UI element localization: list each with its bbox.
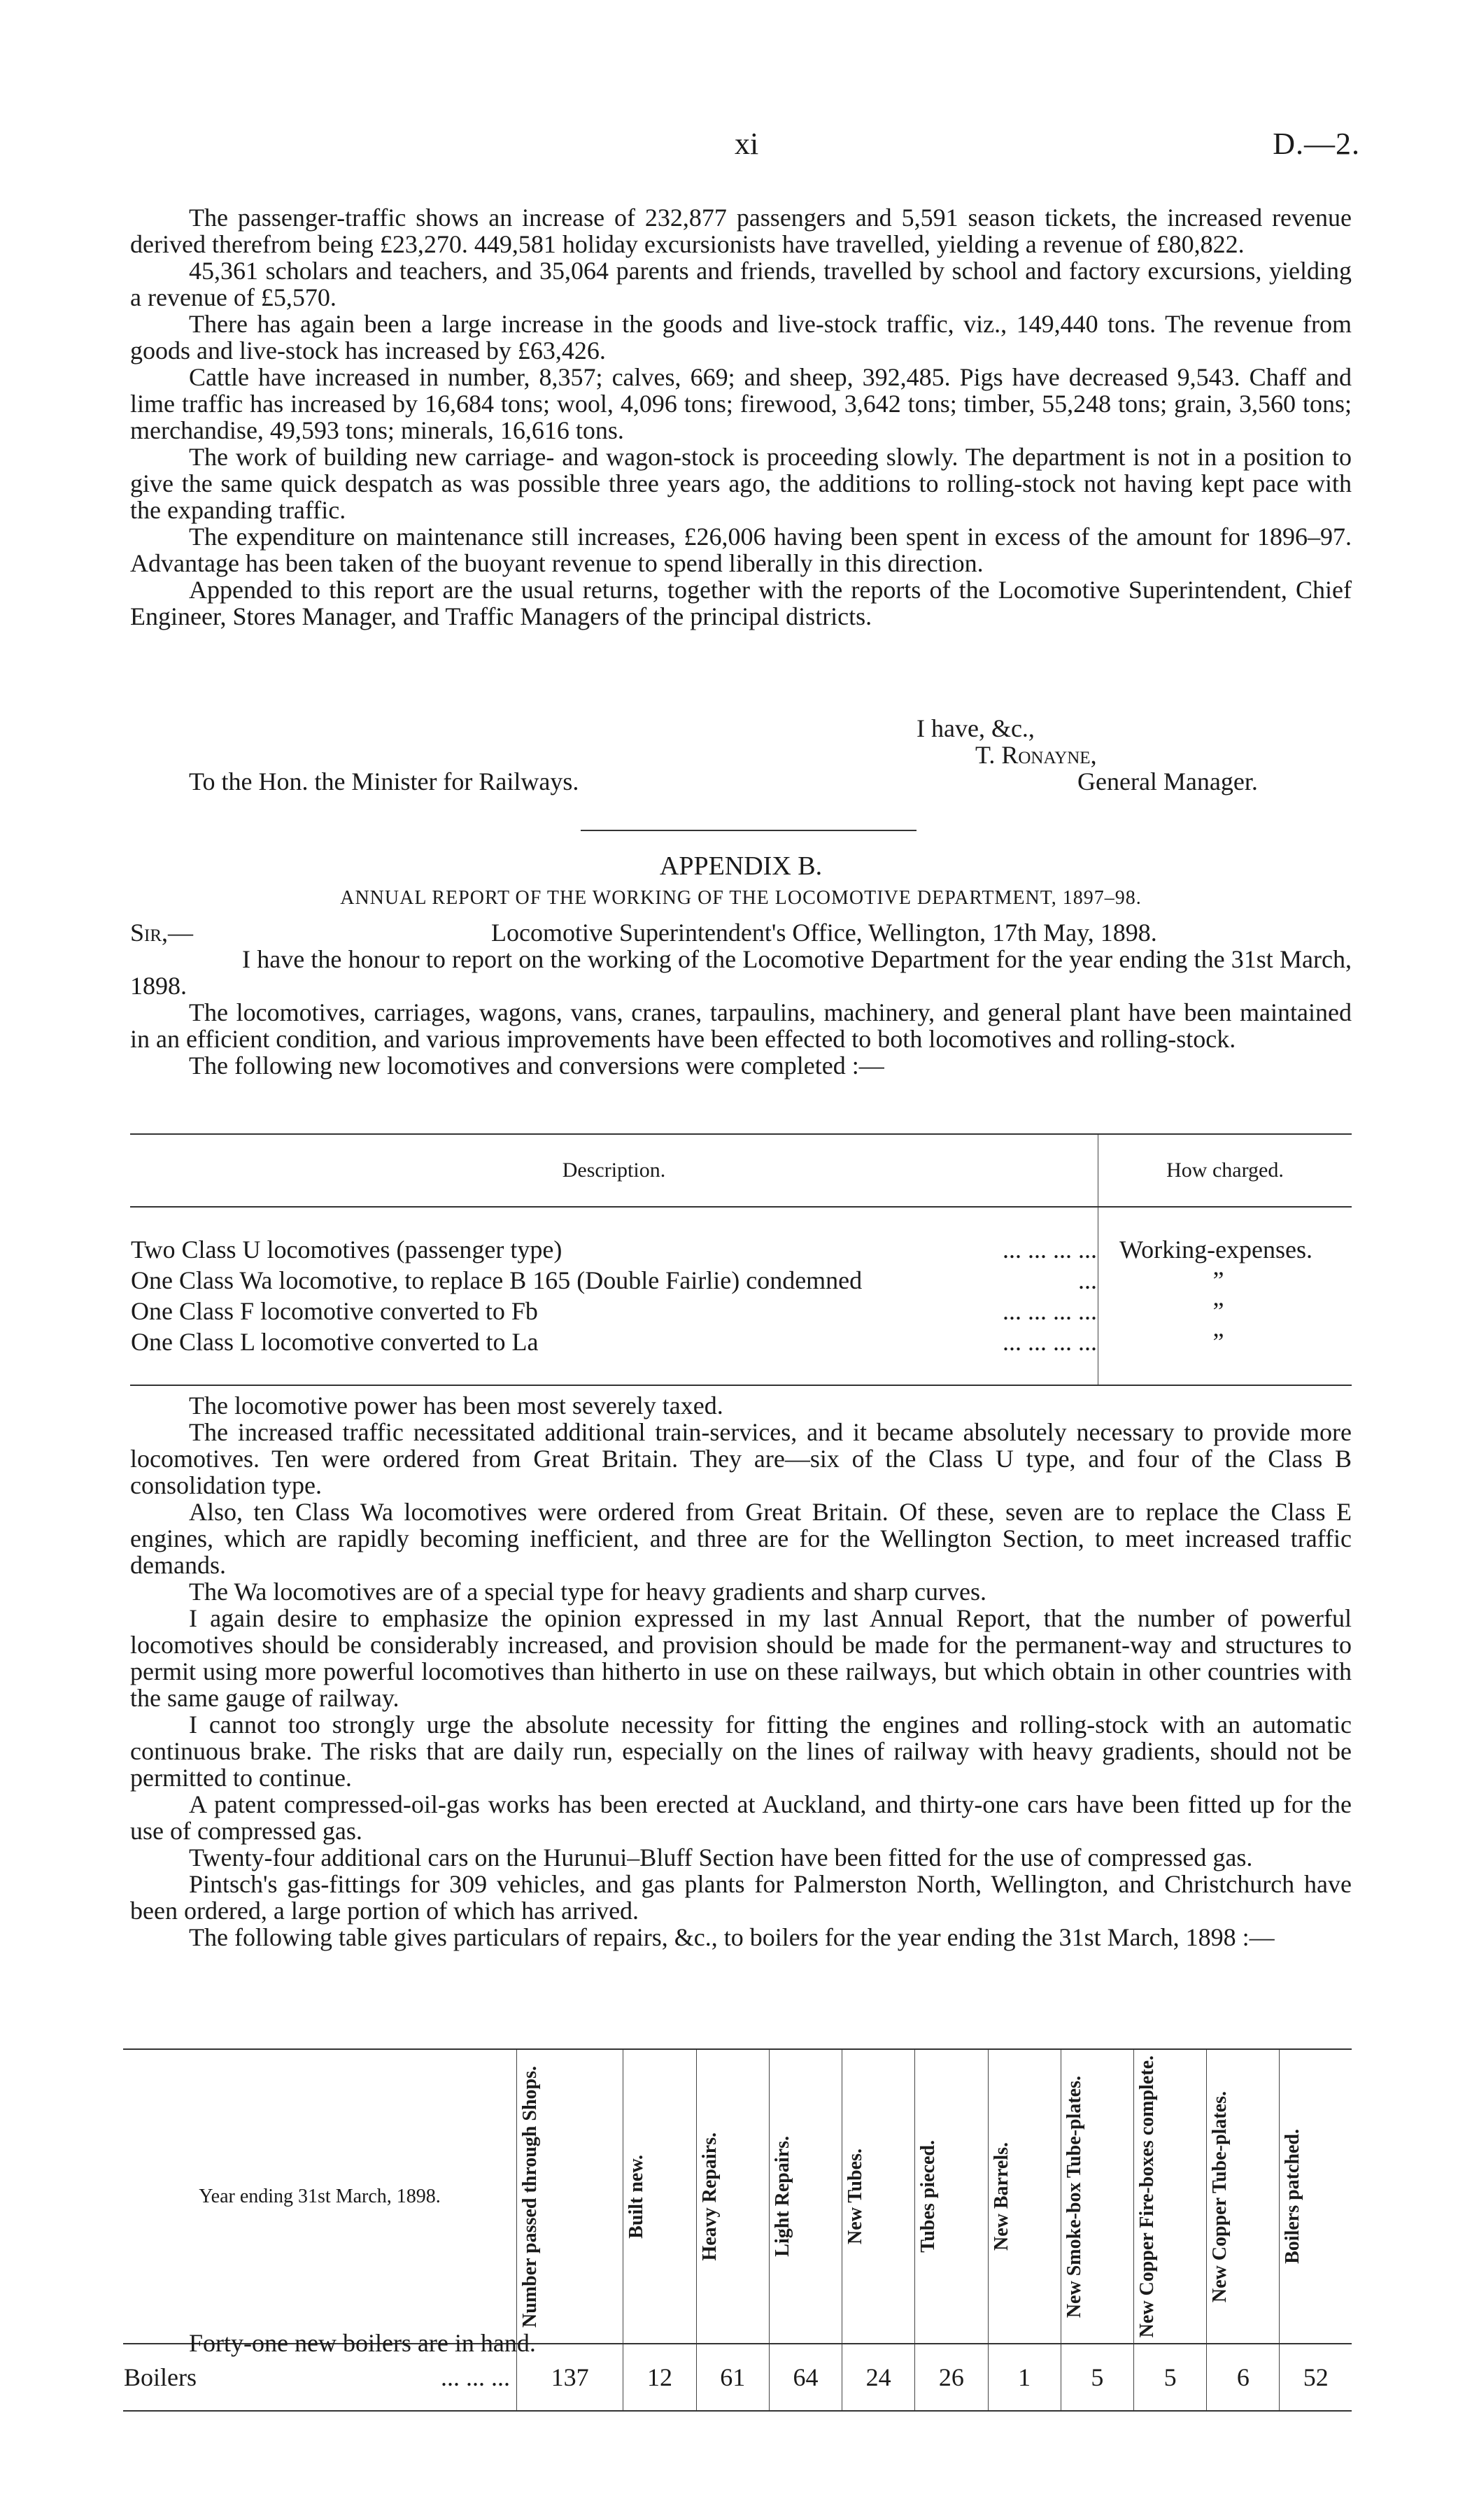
column-header-how-charged: How charged. <box>1166 1159 1284 1182</box>
signatory-name: T. Ronayne, <box>975 741 1097 769</box>
table-row <box>130 1265 1352 1296</box>
cell-smoke-box-tube-plates: 5 <box>1061 2344 1133 2411</box>
page-header <box>126 126 1360 175</box>
locomotive-report-body <box>130 1392 1352 1951</box>
row-label-boilers: Boilers <box>124 2363 197 2392</box>
addressee: To the Hon. the Minister for Railways. <box>189 767 579 795</box>
row-how-charged: ” <box>1212 1266 1224 1294</box>
locomotives-table <box>130 1133 1352 1387</box>
column-header-copper-tube-plates: New Copper Tube-plates. <box>1209 2090 1231 2302</box>
dot-leader: ... ... ... ... <box>1003 1297 1097 1325</box>
cell-tubes-pieced: 26 <box>915 2344 988 2411</box>
closing-formula: I have, &c., <box>917 714 1035 742</box>
paragraph-livestock: Cattle have increased in number, 8,357; calves, 669; and sheep, 392,485. Pigs have decreased 9,543. Chaff and lime traffic has increased by 16,684 tons; wool, 4,096 tons; firewood, 3,642 tons; timber, 55,248 tons; grain, 3,560 tons; merchandise, 49,593 tons; minerals, 16,616 tons. <box>130 363 1352 444</box>
paragraph-rolling-stock: The work of building new carriage- and wagon-stock is proceeding slowly. The department is not in a position to give the same quick despatch as was possible three years ago, the additions to rolling-stock not having kept pace with the expanding traffic. <box>130 443 1352 524</box>
column-header-new-barrels: New Barrels. <box>990 2142 1012 2251</box>
appendix-heading: APPENDIX B. <box>659 851 823 881</box>
dot-leader: ... ... ... ... <box>1003 1328 1097 1356</box>
table-row <box>130 1326 1352 1385</box>
dot-leader: ... <box>1078 1266 1097 1294</box>
paragraph-excursions: 45,361 scholars and teachers, and 35,064 parents and friends, travelled by school and factory excursions, yielding a revenue of £5,570. <box>130 257 1352 311</box>
paragraph-following-locomotives: The following new locomotives and conversions were completed :— <box>189 1052 884 1080</box>
appendix-opening <box>130 919 1352 1079</box>
column-header-boilers-patched: Boilers patched. <box>1282 2129 1304 2265</box>
page-number: xi <box>735 127 759 161</box>
paragraph-power-taxed: The locomotive power has been most severely taxed. <box>189 1392 723 1420</box>
paragraph-goods-traffic: There has again been a large increase in the goods and live-stock traffic, viz., 149,440 tons. The revenue from goods and live-stock has increased by £63,426. <box>130 310 1352 364</box>
row-description: Two Class U locomotives (passenger type) <box>131 1236 562 1263</box>
column-header-description: Description. <box>130 1134 1098 1207</box>
cell-built-new: 12 <box>623 2344 696 2411</box>
column-header-copper-fire-boxes: New Copper Fire-boxes complete. <box>1136 2055 1158 2338</box>
paragraph-passenger-traffic: The passenger-traffic shows an increase of 232,877 passengers and 5,591 season tickets, the increased revenue derived therefrom being £23,270. 449,581 holiday excursionists have travelled, yielding a revenue of £80,822. <box>130 204 1352 258</box>
column-header-light-repairs: Light Repairs. <box>771 2136 793 2257</box>
paragraph-wa-special-type: The Wa locomotives are of a special type for heavy gradients and sharp curves. <box>189 1578 987 1606</box>
section-divider <box>581 830 917 831</box>
paragraph-honour-to-report: I have the honour to report on the working of the Locomotive Department for the year ending the 31st March, 1898. <box>130 945 1352 1000</box>
signatory-title: General Manager. <box>1077 767 1258 795</box>
paragraph-appended-returns: Appended to this report are the usual returns, together with the reports of the Locomotive Superintendent, Chief Engineer, Stores Manager, and Traffic Managers of the principal districts. <box>130 576 1352 630</box>
paragraph-maintained: The locomotives, carriages, wagons, vans, cranes, tarpaulins, machinery, and general plant have been maintained in an efficient condition, and various improvements have been effected to both locomotives and rolling-stock. <box>130 998 1352 1053</box>
boiler-repairs-table <box>123 2048 1352 2412</box>
row-how-charged: ” <box>1212 1328 1224 1356</box>
paragraph-pintsch-fittings: Pintsch's gas-fittings for 309 vehicles, and gas plants for Palmerston North, Wellington, and Christchurch have been ordered, a large portion of which has arrived. <box>130 1870 1352 1925</box>
cell-new-barrels: 1 <box>988 2344 1061 2411</box>
dot-leader: ... ... ... <box>441 2363 510 2392</box>
row-description: One Class L locomotive converted to La <box>131 1328 539 1356</box>
appendix-subheading: ANNUAL REPORT OF THE WORKING OF THE LOCOMOTIVE DEPARTMENT, 1897–98. <box>340 887 1142 909</box>
paragraph-compressed-gas-auckland: A patent compressed-oil-gas works has been erected at Auckland, and thirty-one cars have been fitted up for the use of compressed gas. <box>130 1790 1352 1845</box>
paragraph-hurunui-bluff: Twenty-four additional cars on the Hurunui–Bluff Section have been fitted for the use of compressed gas. <box>189 1843 1253 1871</box>
row-how-charged: ” <box>1212 1297 1224 1325</box>
row-how-charged: Working-expenses. <box>1119 1236 1313 1263</box>
paragraph-boiler-table-intro: The following table gives particulars of repairs, &c., to boilers for the year ending the 31st March, 1898 :— <box>189 1923 1275 1951</box>
table-row <box>130 1221 1352 1265</box>
document-reference: D.—2. <box>1273 127 1360 161</box>
paragraph-maintenance: The expenditure on maintenance still increases, £26,006 having been spent in excess of the amount for 1896–97. Advantage has been taken of the buoyant revenue to spend liberally in this direction. <box>130 523 1352 577</box>
column-header-smoke-box-tube-plates: New Smoke-box Tube-plates. <box>1063 2075 1085 2318</box>
closing-block <box>130 715 1352 796</box>
cell-light-repairs: 64 <box>769 2344 842 2411</box>
cell-copper-fire-boxes: 5 <box>1134 2344 1207 2411</box>
cell-new-tubes: 24 <box>842 2344 915 2411</box>
column-header-heavy-repairs: Heavy Repairs. <box>698 2132 721 2261</box>
cell-number-passed: 137 <box>517 2344 623 2411</box>
paragraph-automatic-brake: I cannot too strongly urge the absolute necessity for fitting the engines and rolling-stock with an automatic continuous brake. The risks that are daily run, especially on the lines of railway with heavy gradients, should not be permitted to continue. <box>130 1711 1352 1792</box>
paragraph-more-locomotives: The increased traffic necessitated additional train-services, and it became absolutely necessary to provide more locomotives. Ten were ordered from Great Britain. They are—six of the Class U type, and four of the Class B consolidation type. <box>130 1418 1352 1499</box>
paragraph-class-wa-ordered: Also, ten Class Wa locomotives were ordered from Great Britain. Of these, seven are to replace the Class E engines, which are rapidly becoming inefficient, and three are for the Wellington Section, to meet increased traffic demands. <box>130 1498 1352 1579</box>
row-description: One Class F locomotive converted to Fb <box>131 1297 538 1325</box>
cell-heavy-repairs: 61 <box>696 2344 769 2411</box>
cell-boilers-patched: 52 <box>1303 2363 1329 2392</box>
column-header-built-new: Built new. <box>625 2154 648 2239</box>
dateline: Locomotive Superintendent's Office, Wellington, 17th May, 1898. <box>491 919 1157 947</box>
salutation: Sir,— <box>130 919 194 947</box>
paragraph-new-boilers-in-hand: Forty-one new boilers are in hand. <box>189 2329 536 2357</box>
column-header-tubes-pieced: Tubes pieced. <box>917 2140 940 2253</box>
table-row <box>130 1296 1352 1326</box>
paragraph-powerful-locomotives: I again desire to emphasize the opinion expressed in my last Annual Report, that the number of powerful locomotives should be considerably increased, and provision should be made for the permanent-way and structures to permit using more powerful locomotives than hitherto in use on these railways, but which obtain in other countries with the same gauge of railway. <box>130 1604 1352 1712</box>
column-header-new-tubes: New Tubes. <box>844 2149 867 2245</box>
final-note-block <box>130 2330 1352 2356</box>
column-header-year-ending: Year ending 31st March, 1898. <box>123 2049 517 2344</box>
report-intro <box>130 204 1352 630</box>
dot-leader: ... ... ... ... <box>1003 1236 1097 1263</box>
column-header-number-passed: Number passed through Shops. <box>519 2065 541 2328</box>
cell-copper-tube-plates: 6 <box>1207 2344 1280 2411</box>
row-description: One Class Wa locomotive, to replace B 165 (Double Fairlie) condemned <box>131 1266 863 1294</box>
